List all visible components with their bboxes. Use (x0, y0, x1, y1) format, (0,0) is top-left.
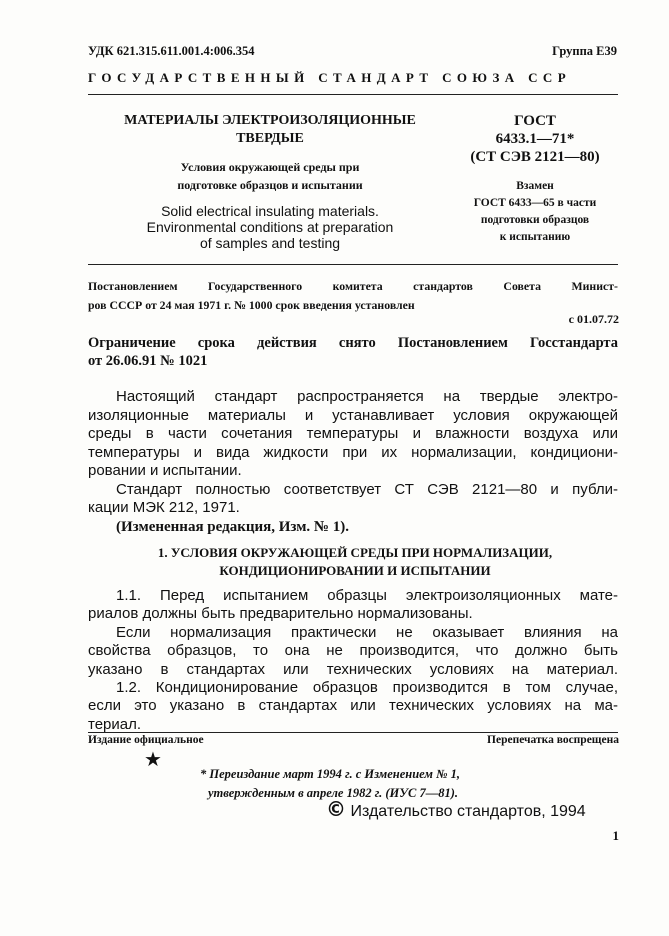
title-divider (88, 264, 618, 265)
english-title-line2: Environmental conditions at preparation (146, 219, 394, 235)
english-title-line3: of samples and testing (199, 235, 341, 251)
replaces-line1: ГОСТ 6433—65 в части (473, 197, 597, 209)
decree-line2: ров СССР от 24 мая 1971 г. № 1000 срок введения установлен (88, 298, 415, 312)
gost-number: 6433.1—71* (495, 131, 575, 147)
reprint-prohibited: Перепечатка воспрещена (487, 734, 619, 746)
reissue-line1: * Переиздание март 1994 г. с Изменением № 1, (200, 767, 461, 781)
udk-code: УДК 621.315.611.001.4:006.354 (88, 44, 255, 58)
gost-label: ГОСТ (514, 113, 556, 129)
clause-1-1b-line2: свойства образцов, то она не производится, что должно быть (88, 642, 618, 660)
intro-p1-line1: Настоящий стандарт распространяется на твердые электро- (116, 388, 618, 405)
intro-p1-line5: ровании и испытании. (88, 462, 242, 479)
clause-1-1b-line1: Если нормализация практически не оказывает влияния на (116, 623, 618, 641)
intro-section (88, 388, 618, 536)
russian-subtitle-line2: подготовке образцов и испытании (177, 178, 363, 192)
replaces-label: Взамен (516, 180, 554, 192)
star-icon: ★ (144, 747, 162, 771)
amended-note: (Измененная редакция, Изм. № 1). (116, 518, 350, 535)
replaces-line2: подготовки образцов (480, 214, 590, 226)
standard-title-line2: ТВЕРДЫЕ (236, 131, 304, 146)
publisher: Издательство стандартов, 1994 (350, 803, 586, 820)
gost-block (450, 112, 620, 246)
clause-1-2-line3: териал. (88, 715, 142, 733)
effective-date: с 01.07.72 (568, 312, 619, 326)
section1-body (88, 587, 618, 734)
header-divider (88, 94, 618, 95)
replaces-line3: к испытанию (499, 231, 571, 243)
reissue-line2: утвержденным в апреле 1982 г. (ИУС 7—81). (208, 786, 458, 800)
footer-divider (88, 732, 618, 733)
limitation-notice (88, 334, 618, 370)
copyright-line (326, 797, 586, 821)
decree-block (88, 277, 618, 315)
english-title-line1: Solid electrical insulating materials. (161, 203, 379, 219)
section1-heading (100, 544, 610, 580)
official-edition: Издание официальное (88, 734, 204, 746)
clause-1-1-line2: риалов должны быть предварительно нормализованы. (88, 605, 473, 623)
title-block (100, 112, 440, 251)
intro-p2-line2: кации МЭК 212, 1971. (88, 499, 240, 516)
st-sev-number: (СТ СЭВ 2121—80) (470, 149, 600, 165)
state-standard-banner: ГОСУДАРСТВЕННЫЙ СТАНДАРТ СОЮЗА ССР (88, 70, 572, 85)
group-code: Группа Е39 (552, 44, 617, 58)
page-number: 1 (612, 828, 619, 843)
standard-title-line1: МАТЕРИАЛЫ ЭЛЕКТРОИЗОЛЯЦИОННЫЕ (124, 113, 416, 128)
section1-heading-line1: 1. УСЛОВИЯ ОКРУЖАЮЩЕЙ СРЕДЫ ПРИ НОРМАЛИЗАЦИИ, (157, 545, 553, 560)
section1-heading-line2: КОНДИЦИОНИРОВАНИИ И ИСПЫТАНИИ (219, 563, 491, 578)
decree-line1: Постановлением Государственного комитета стандартов Совета Минист- (88, 279, 618, 293)
russian-subtitle-line1: Условия окружающей среды при (180, 160, 360, 174)
copyright-icon: © (326, 797, 346, 821)
clause-1-2-line1: 1.2. Кондиционирование образцов производится в том случае, (116, 679, 618, 697)
clause-1-1b-line3: указано в стандартах или технических условиях на материал. (88, 660, 618, 678)
intro-p1-line3: среды в части сочетания температуры и влажности воздуха или (88, 425, 618, 442)
clause-1-1-line1: 1.1. Перед испытанием образцы электроизоляционных мате- (116, 587, 618, 604)
intro-p1-line2: изоляционные материалы и устанавливает условия окружающей (88, 406, 618, 424)
intro-p1-line4: температуры и вида жидкости при их нормализации, кондициони- (88, 443, 618, 461)
limitation-line1: Ограничение срока действия снято Постановлением Госстандарта (88, 335, 618, 351)
intro-p2-line1: Стандарт полностью соответствует СТ СЭВ 2121—80 и публи- (116, 480, 618, 498)
clause-1-2-line2: если это указано в стандартах или технических условиях на ма- (88, 697, 618, 715)
limitation-line2: от 26.06.91 № 1021 (88, 353, 208, 369)
